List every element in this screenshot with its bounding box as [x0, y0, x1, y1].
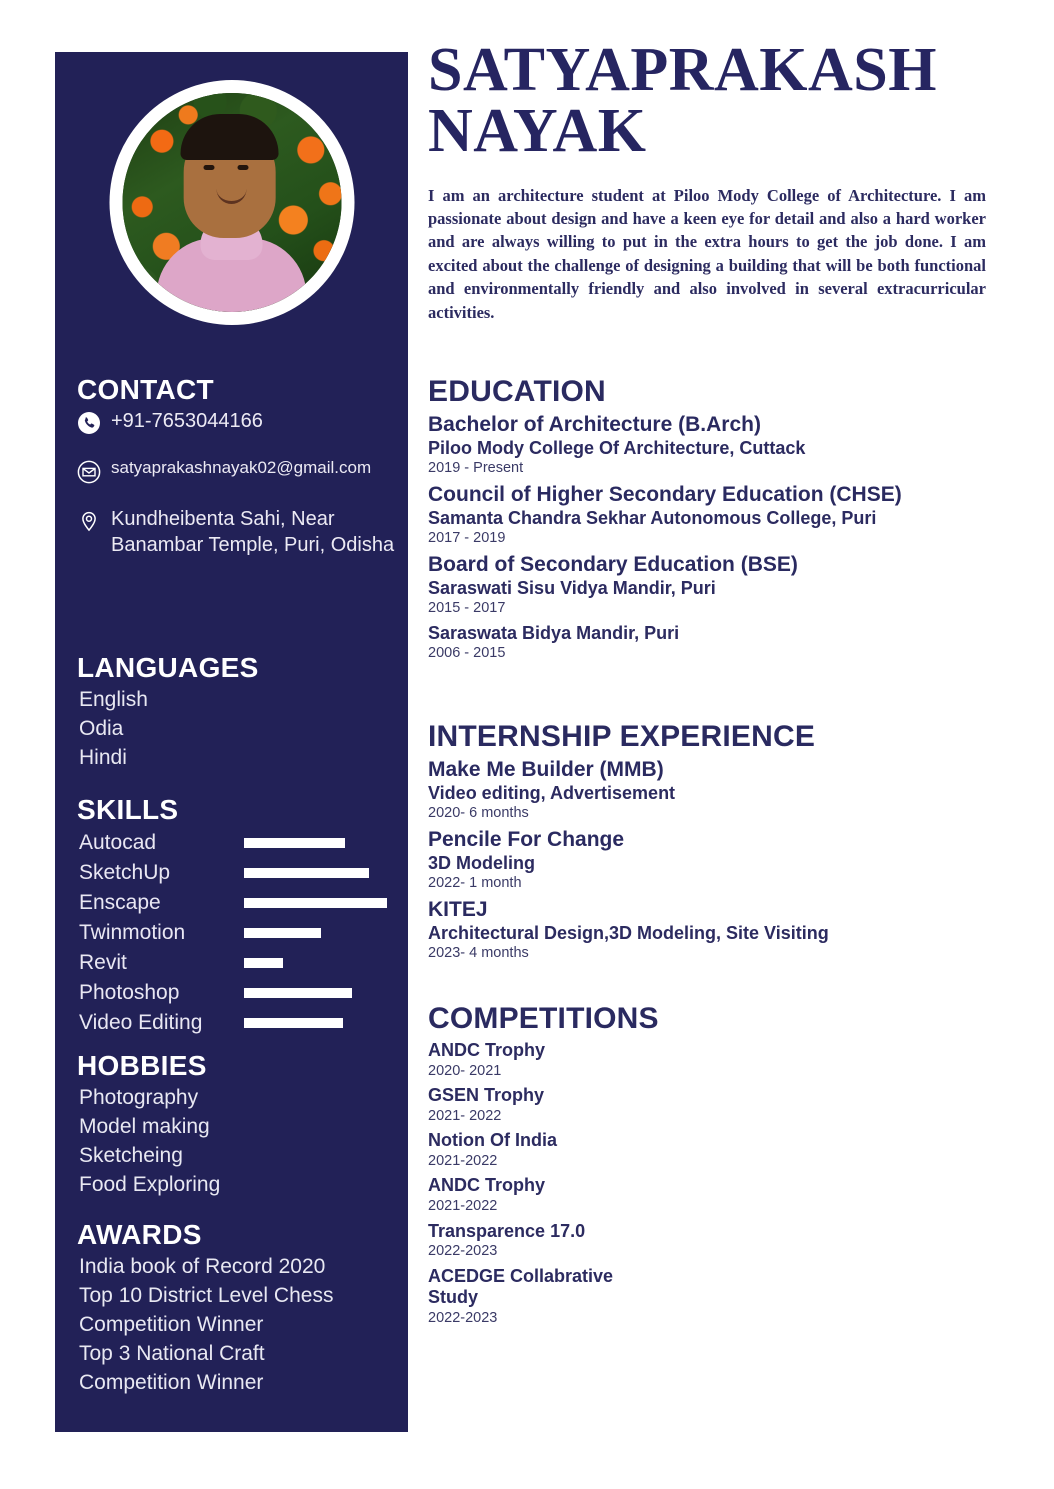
skill-level-bar	[244, 868, 369, 878]
internship-entry	[428, 758, 994, 824]
contact-email-row[interactable]	[77, 457, 408, 484]
skill-label: Autocad	[79, 831, 157, 854]
main-column	[428, 36, 994, 1326]
competitions-heading: COMPETITIONS	[428, 1002, 659, 1035]
education-entry-dates: 2017 - 2019	[428, 530, 506, 547]
education-entry-dates: 2006 - 2015	[428, 645, 506, 662]
language-item: Odia	[79, 716, 124, 740]
contact-address-row	[77, 506, 408, 558]
name-line-2: NAYAK	[428, 96, 647, 165]
skill-label: Photoshop	[79, 981, 180, 1004]
hobbies-section	[55, 1050, 408, 1200]
hobby-item: Sketcheing	[79, 1143, 183, 1167]
internship-entry-title: Pencile For Change	[428, 827, 625, 851]
competition-entry	[428, 1085, 994, 1126]
education-entry	[428, 553, 994, 619]
skill-label: SketchUp	[79, 861, 171, 884]
contact-heading: CONTACT	[77, 374, 214, 405]
education-entry	[428, 483, 994, 549]
education-entry-title: Council of Higher Secondary Education (CHSE)	[428, 482, 902, 506]
skill-label: Video Editing	[79, 1011, 203, 1034]
phone-icon	[77, 411, 101, 435]
hobbies-heading: HOBBIES	[77, 1050, 207, 1081]
internship-entry-role: 3D Modeling	[428, 852, 535, 873]
internship-entry-dates: 2022- 1 month	[428, 875, 522, 892]
internship-entry	[428, 898, 994, 964]
name-line-1: SATYAPRAKASH	[428, 36, 937, 104]
education-entry-dates: 2019 - Present	[428, 460, 524, 477]
competition-dates: 2021-2022	[428, 1152, 498, 1169]
competition-title: Transparence 17.0	[428, 1220, 586, 1241]
skill-row	[79, 948, 408, 978]
skill-row	[79, 1008, 408, 1038]
internship-entry-role: Video editing, Advertisement	[428, 782, 676, 803]
competition-dates: 2022-2023	[428, 1243, 498, 1260]
contact-phone-row[interactable]	[77, 408, 408, 435]
skills-section	[55, 794, 408, 1038]
competition-title: ANDC Trophy	[428, 1040, 545, 1060]
page-title	[428, 36, 994, 165]
competition-entry	[428, 1175, 994, 1216]
internship-entry-dates: 2020- 6 months	[428, 805, 529, 822]
skill-label: Revit	[79, 951, 127, 974]
skills-heading: SKILLS	[77, 794, 179, 825]
internship-entry-dates: 2023- 4 months	[428, 945, 529, 962]
skill-label: Twinmotion	[79, 921, 186, 944]
competition-entry	[428, 1266, 994, 1329]
competition-entry	[428, 1130, 994, 1171]
languages-heading: LANGUAGES	[77, 652, 259, 683]
internship-entry-title: KITEJ	[428, 897, 488, 921]
contact-address-value: Kundheibenta Sahi, Near Banambar Temple, Puri, Odisha	[111, 508, 395, 556]
award-item: Top 10 District Level Chess Competition Winner	[79, 1283, 334, 1336]
competition-title: Notion Of India	[428, 1130, 557, 1151]
skill-level-bar	[244, 928, 321, 938]
internship-entry	[428, 828, 994, 894]
competition-dates: 2022-2023	[428, 1309, 498, 1326]
award-item: India book of Record 2020	[79, 1255, 326, 1278]
internship-section	[428, 720, 994, 968]
skill-level-bar	[244, 838, 345, 848]
education-entry-dates: 2015 - 2017	[428, 600, 506, 617]
education-entry-title: Bachelor of Architecture (B.Arch)	[428, 413, 761, 436]
competition-entry	[428, 1040, 994, 1081]
awards-section	[55, 1219, 408, 1398]
skill-row	[79, 918, 408, 948]
skill-row	[79, 888, 408, 918]
competition-entry	[428, 1221, 994, 1262]
contact-email-value: satyaprakashnayak02@gmail.com	[111, 458, 372, 477]
profile-photo	[122, 93, 341, 312]
competition-dates: 2020- 2021	[428, 1062, 502, 1079]
photo-person	[122, 93, 341, 312]
location-pin-icon	[77, 509, 101, 533]
sidebar	[55, 52, 408, 1432]
education-entry	[428, 413, 994, 479]
skill-level-bar	[244, 958, 283, 968]
education-entry	[428, 623, 994, 664]
competition-title: ACEDGE Collabrative Study	[428, 1265, 614, 1308]
language-item: Hindi	[79, 745, 127, 769]
hobby-item: Photography	[79, 1086, 199, 1109]
internship-heading: INTERNSHIP EXPERIENCE	[428, 720, 816, 753]
envelope-icon	[77, 460, 101, 484]
education-entry-institution: Saraswata Bidya Mandir, Puri	[428, 622, 680, 643]
avatar	[109, 80, 354, 325]
profile-summary: I am an architecture student at Piloo Mody College of Architecture. I am passionate about design and have a keen eye for detail and also a hard worker and are always willing to put in the extra hours to get the job done. I am excited about the challenge of designing a building that will be both functional and environmentally friendly and also involved in several extracurricular activities.	[428, 185, 986, 322]
internship-entry-role: Architectural Design,3D Modeling, Site Visiting	[428, 922, 829, 943]
skill-level-bar	[244, 1018, 343, 1028]
education-entry-institution: Saraswati Sisu Vidya Mandir, Puri	[428, 577, 716, 598]
languages-section	[55, 652, 408, 773]
contact-phone-value: +91-7653044166	[111, 410, 263, 432]
skill-row	[79, 828, 408, 858]
hobby-item: Model making	[79, 1114, 210, 1138]
competition-title: ANDC Trophy	[428, 1175, 545, 1196]
education-section	[428, 375, 994, 668]
skill-label: Enscape	[79, 891, 161, 914]
contact-section	[55, 374, 408, 580]
competition-title: GSEN Trophy	[428, 1085, 545, 1106]
skill-row	[79, 978, 408, 1008]
education-heading: EDUCATION	[428, 375, 606, 408]
competition-dates: 2021- 2022	[428, 1107, 502, 1124]
language-item: English	[79, 688, 148, 711]
skill-level-bar	[244, 988, 352, 998]
education-entry-institution: Samanta Chandra Sekhar Autonomous College, Puri	[428, 507, 877, 528]
competitions-section	[428, 1002, 994, 1333]
skill-row	[79, 858, 408, 888]
education-entry-institution: Piloo Mody College Of Architecture, Cuttack	[428, 437, 806, 458]
competition-dates: 2021-2022	[428, 1198, 498, 1215]
award-item: Top 3 National Craft Competition Winner	[79, 1341, 265, 1394]
hobby-item: Food Exploring	[79, 1172, 221, 1196]
internship-entry-title: Make Me Builder (MMB)	[428, 758, 664, 781]
skill-level-bar	[244, 898, 387, 908]
education-entry-title: Board of Secondary Education (BSE)	[428, 552, 798, 576]
awards-heading: AWARDS	[77, 1219, 202, 1250]
